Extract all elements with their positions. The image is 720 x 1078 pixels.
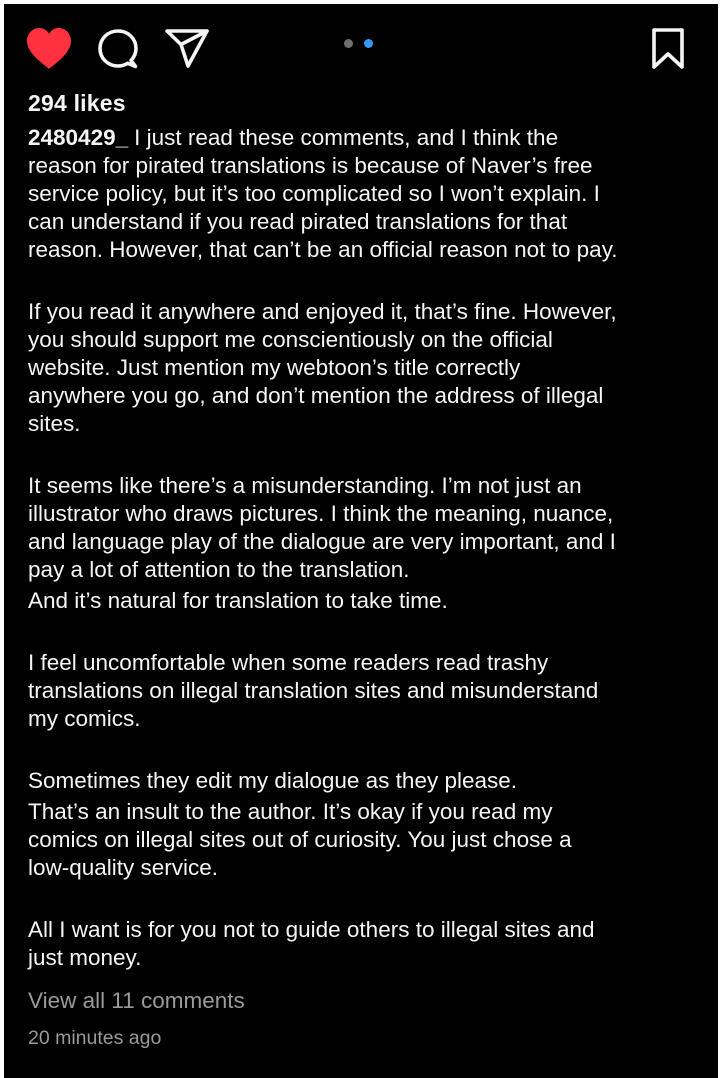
carousel-dot [364,39,373,48]
caption-paragraph [28,767,700,795]
caption-line: anywhere you go, and don’t mention the address of illegal [28,383,604,408]
caption-line: reason for pirated translations is because of Naver’s free [28,153,593,178]
view-all-comments-link[interactable]: View all 11 comments [28,988,245,1013]
caption-text: I just read these comments, and I think the [134,125,559,150]
carousel-dot [344,39,353,48]
caption-paragraph [28,472,700,584]
caption-line: low-quality service. [28,855,219,880]
heart-shape [27,28,71,69]
caption-line: Sometimes they edit my dialogue as they please. [28,768,518,793]
heart-filled-icon[interactable] [25,27,73,71]
caption-paragraph [28,916,700,972]
caption-line: can understand if you read pirated translations for that [28,209,568,234]
caption-line: you should support me conscientiously on the official [28,327,553,352]
caption-line: illustrator who draws pictures. I think the meaning, nuance, [28,501,614,526]
caption-line: pay a lot of attention to the translation. [28,557,410,582]
speech-bubble-icon[interactable] [96,27,140,71]
caption-line: translations on illegal translation sites and misunderstand [28,678,599,703]
caption-line: I feel uncomfortable when some readers read trashy [28,650,549,675]
caption-line [28,124,700,152]
likes-count[interactable]: 294 likes [28,90,126,116]
username[interactable]: 2480429_ [28,125,129,150]
caption-line: and language play of the dialogue are very important, and I [28,529,616,554]
caption-line: All I want is for you not to guide others to illegal sites and [28,917,595,942]
caption-line: comics on illegal sites out of curiosity. You just chose a [28,827,572,852]
action-bar [4,4,718,94]
caption-paragraph [28,798,700,882]
caption-paragraph [28,298,700,438]
caption-line: If you read it anywhere and enjoyed it, that’s fine. However, [28,299,617,324]
caption-paragraph [28,587,700,615]
caption-line: sites. [28,411,81,436]
caption-line: That’s an insult to the author. It’s okay if you read my [28,799,553,824]
caption-line: service policy, but it’s too complicated so I won’t explain. I [28,181,600,206]
caption-line: my comics. [28,706,141,731]
bookmark-icon[interactable] [650,27,686,71]
post-caption [28,124,700,972]
paper-plane-icon[interactable] [164,27,210,71]
post-timestamp: 20 minutes ago [28,1027,162,1049]
caption-paragraph [28,649,700,733]
caption-paragraph [28,124,700,264]
caption-line: It seems like there’s a misunderstanding. I’m not just an [28,473,582,498]
caption-line: just money. [28,945,142,970]
caption-line: website. Just mention my webtoon’s title correctly [28,355,521,380]
caption-line: reason. However, that can’t be an official reason not to pay. [28,237,618,262]
caption-line: And it’s natural for translation to take time. [28,588,448,613]
post-panel [4,4,718,1078]
